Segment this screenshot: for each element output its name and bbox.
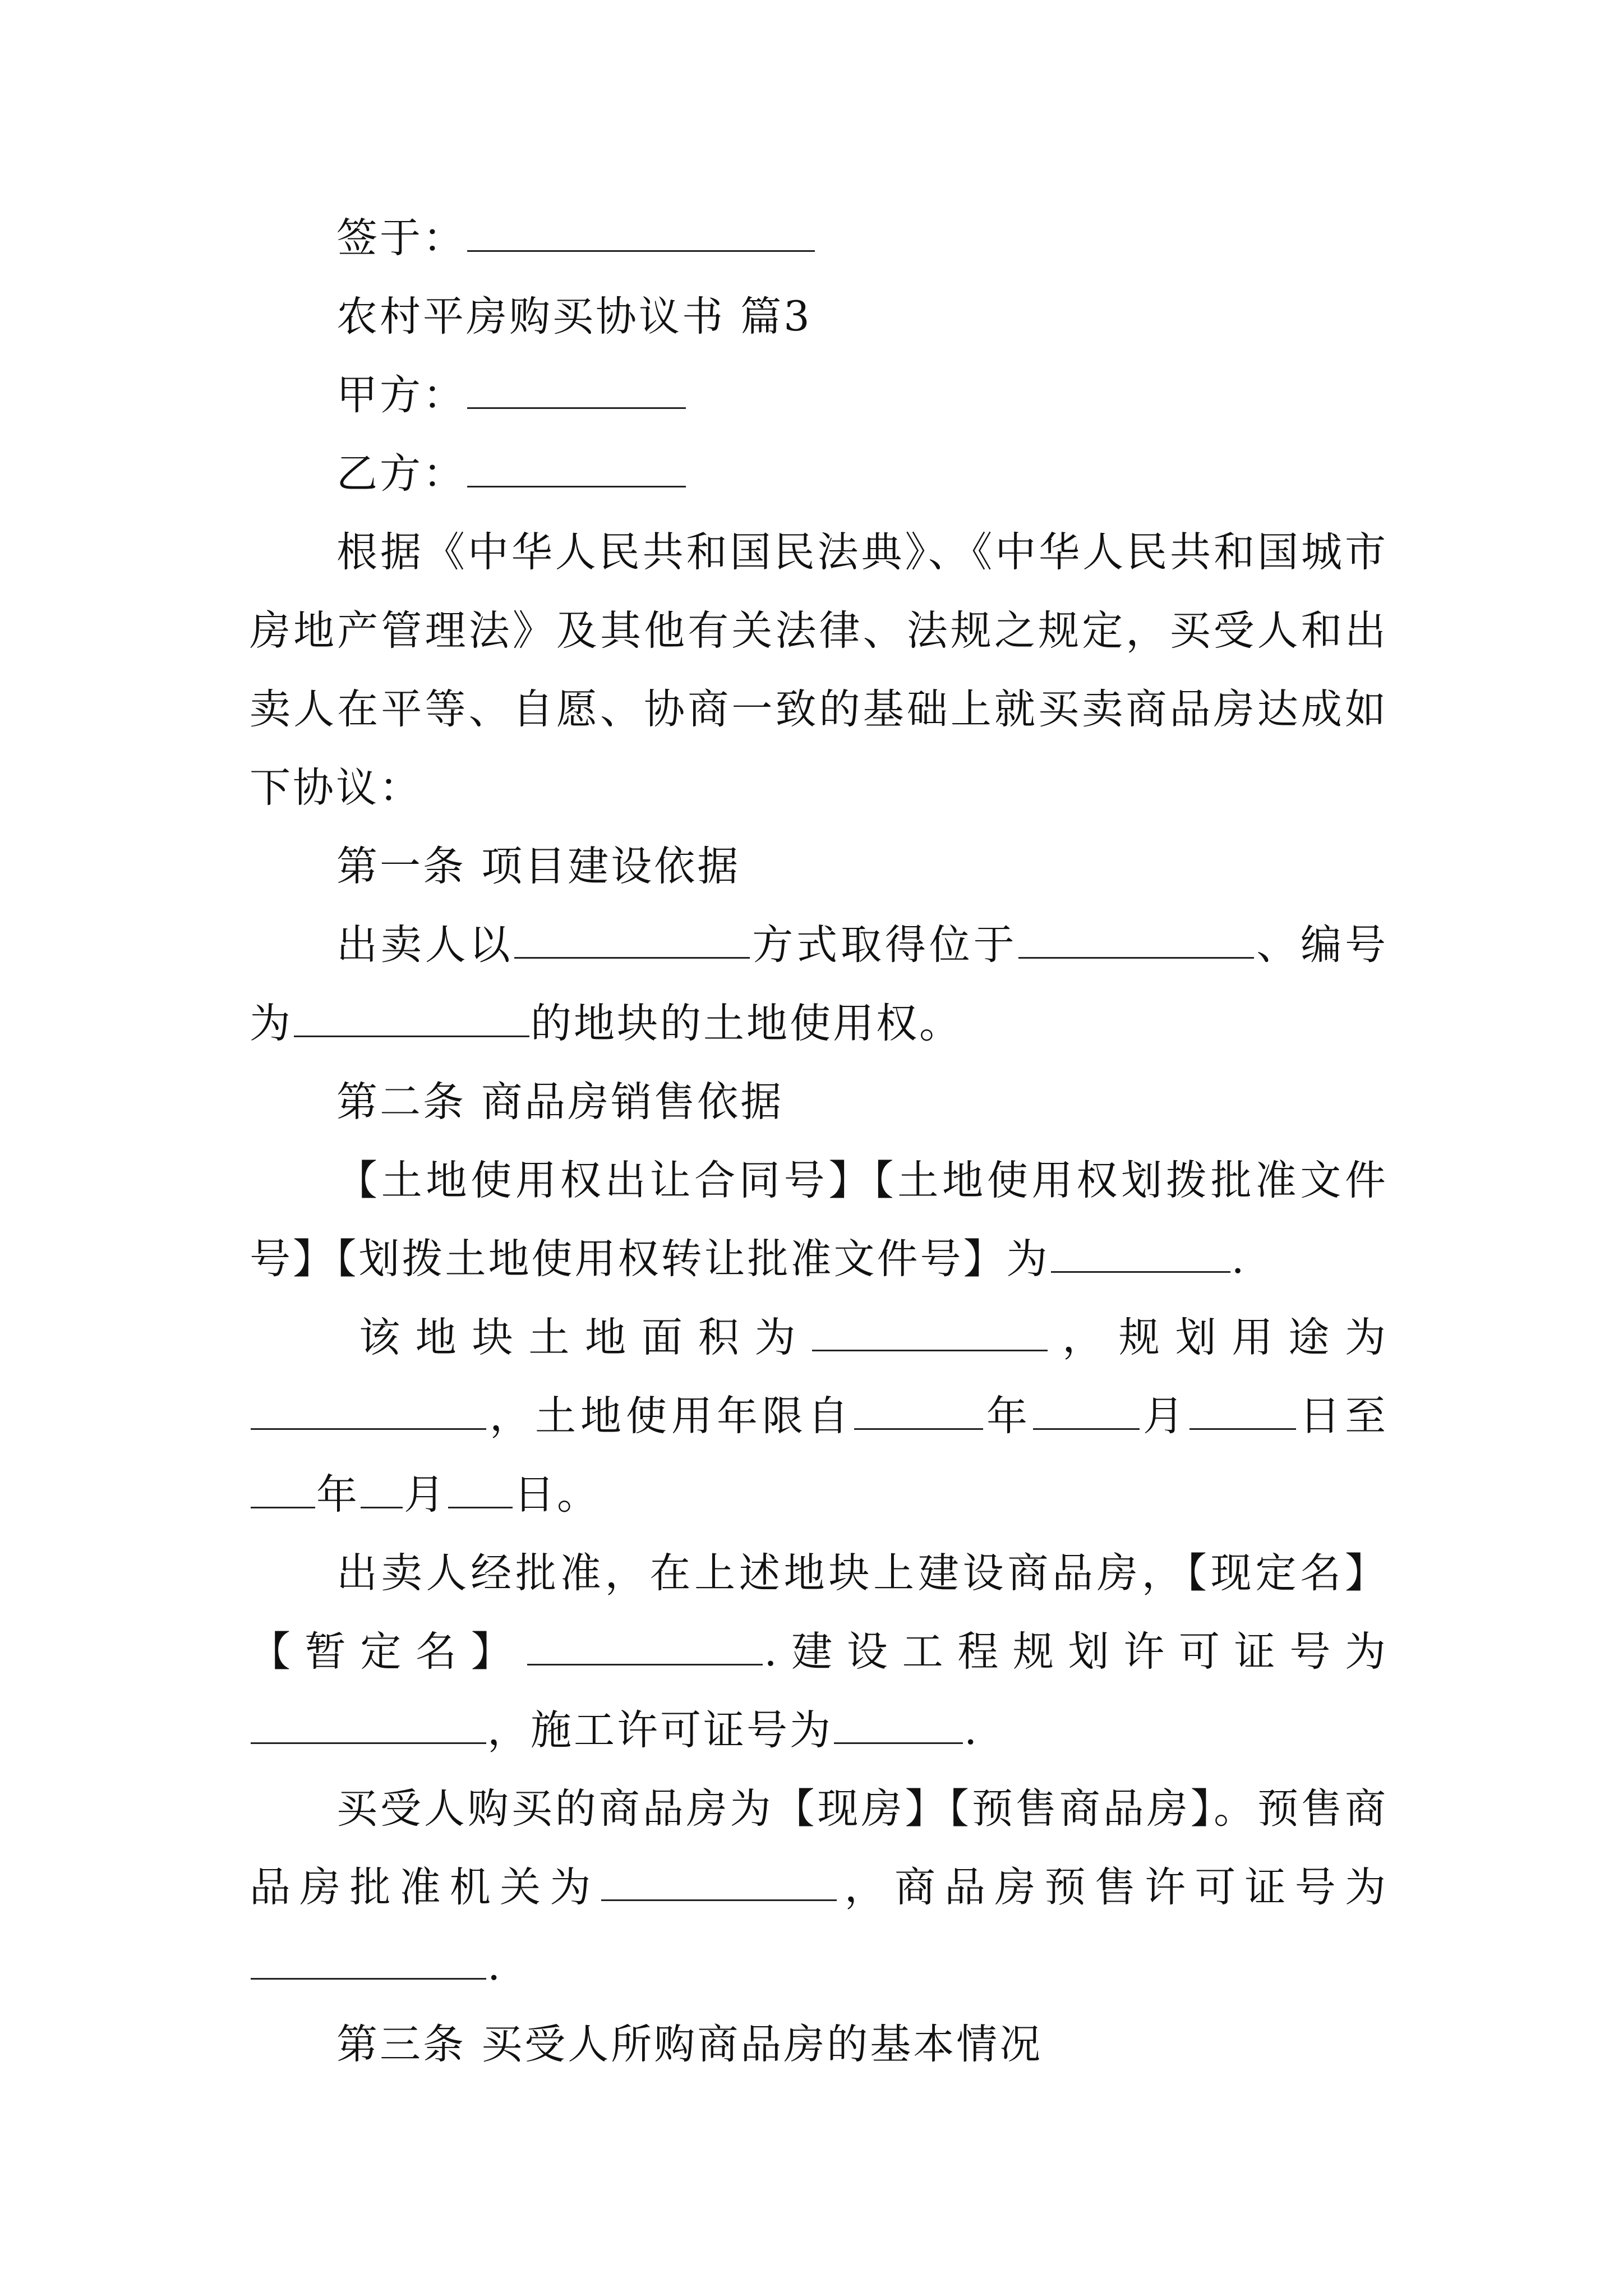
location-blank [1018,920,1254,959]
article-2-line-1: 【土地使用权出让合同号】【土地使用权划拨批准文件 [336,1157,1388,1204]
article-1-line-1 [336,917,1388,973]
article-1-line-2 [250,996,1388,1052]
plot-number-blank [294,999,529,1037]
land-term-line [250,1388,1388,1444]
article-2-heading: 第二条 商品房销售依据 [336,1078,784,1126]
text-day-to: 日至 [1297,1392,1388,1440]
party-a-blank [467,370,686,409]
text-seller-by: 出卖人以 [336,921,514,969]
start-month-blank [1033,1391,1140,1430]
presale-line-2 [250,1860,1388,1916]
construction-line-1: 出卖人经批准，在上述地块上建设商品房，【现定名】 [336,1549,1388,1597]
approval-authority-blank [601,1862,837,1901]
text-month: 月 [1141,1392,1188,1440]
party-b-blank [467,449,686,487]
presale-line-3 [250,1938,1388,1994]
end-day-blank [448,1470,513,1508]
preamble-line-2: 房地产管理法》及其他有关法律、法规之规定，买受人和出 [250,607,1388,655]
construction-permit-blank [834,1705,963,1744]
land-area-line [359,1310,1388,1366]
preamble-line-1: 根据《中华人民共和国民法典》、《中华人民共和国城市 [336,528,1388,576]
text-term-from: ，土地使用年限自 [487,1392,853,1440]
text-land-use-right: 的地块的土地使用权。 [531,1000,962,1047]
text-as: 为 [250,1000,293,1047]
article-3-heading: 第三条 买受人所购商品房的基本情况 [336,2021,1043,2068]
text-approval-authority: 品房批准机关为 [250,1864,600,1911]
preamble-line-3: 卖人在平等、自愿、协商一致的基础上就买卖商品房达成如 [250,685,1388,733]
planning-permit-blank [251,1705,486,1744]
signed-at-label: 签于： [336,214,466,262]
text-tentative-name: 【暂定名】 [250,1628,527,1676]
planned-use-blank [251,1391,486,1430]
text-number: 、编号 [1255,921,1389,969]
text-period-2: . [964,1706,980,1754]
approval-number-blank [1051,1234,1230,1273]
text-presale-permit: ，商品房预售许可证号为 [837,1864,1389,1911]
article-1-heading: 第一条 项目建设依据 [336,843,741,890]
signed-at-line [336,210,1388,266]
party-b-line [336,446,1388,502]
text-end-year: 年 [316,1471,359,1519]
text-planning-permit: .建设工程规划许可证号为 [764,1628,1388,1676]
signed-at-blank [467,213,815,252]
text-period-3: . [487,1942,503,1990]
start-day-blank [1189,1391,1296,1430]
text-end-month: 月 [404,1471,447,1519]
party-a-label: 甲方： [336,371,466,419]
land-area-blank [812,1313,1048,1351]
text-land-area: 该地块土地面积为 [359,1314,811,1361]
start-year-blank [854,1391,983,1430]
text-period: . [1231,1235,1247,1283]
text-construction-permit: ，施工许可证号为 [487,1706,833,1754]
article-2-line-2 [250,1231,1388,1287]
construction-line-3 [250,1703,1388,1759]
party-a-line [336,367,1388,424]
project-name-blank [527,1627,763,1665]
preamble-line-4: 下协议： [250,764,422,812]
presale-line-1: 买受人购买的商品房为【现房】【预售商品房】。预售商 [336,1785,1388,1833]
text-year: 年 [984,1392,1032,1440]
text-planned-use: ，规划用途为 [1049,1314,1389,1361]
presale-permit-blank [251,1941,486,1980]
text-obtained-at: 方式取得位于 [751,921,1018,969]
text-approval-docs: 号】【划拨土地使用权转让批准文件号】为 [250,1235,1050,1283]
land-term-end-line [250,1467,1388,1523]
text-end-day: 日。 [514,1471,600,1519]
document-title: 农村平房购买协议书 篇3 [336,293,812,341]
end-month-blank [361,1470,403,1508]
acquisition-method-blank [514,920,750,959]
construction-line-2 [250,1624,1388,1680]
party-b-label: 乙方： [336,450,466,498]
end-year-blank [251,1470,315,1508]
